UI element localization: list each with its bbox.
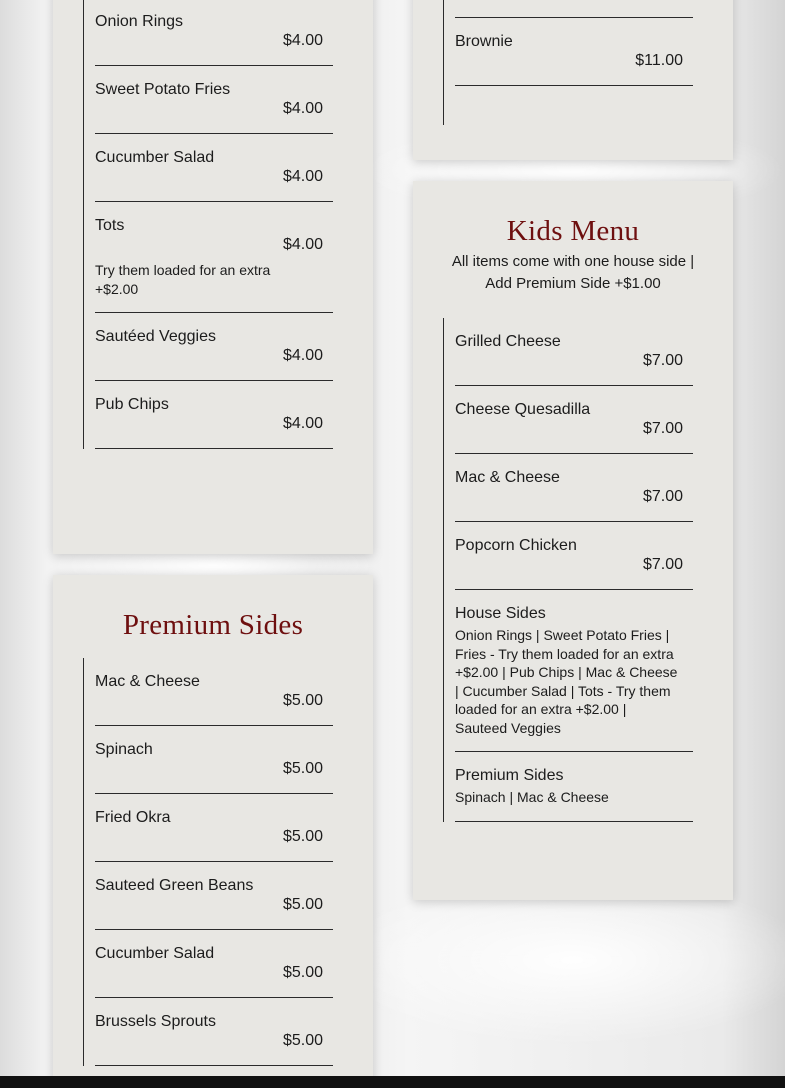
item-name: Brussels Sprouts — [95, 1013, 216, 1030]
menu-item — [95, 313, 333, 381]
panel-title: Kids Menu — [506, 215, 640, 247]
item-name: Cheese Quesadilla — [455, 401, 591, 418]
item-name: Mac & Cheese — [95, 673, 200, 690]
menu-item — [455, 522, 693, 590]
item-name: Popcorn Chicken — [455, 537, 577, 554]
house-sides-panel — [53, 0, 373, 554]
panel-title: Premium Sides — [122, 609, 304, 641]
item-name: Tots — [95, 217, 125, 234]
menu-item — [95, 202, 333, 313]
item-name: Mac & Cheese — [455, 469, 560, 486]
item-price: $7.00 — [642, 556, 683, 573]
premium-sides-list — [83, 658, 333, 1066]
kids-menu-list — [443, 318, 693, 822]
menu-item — [95, 998, 333, 1066]
info-item — [455, 752, 693, 822]
menu-item — [455, 386, 693, 454]
item-name: Sautéed Veggies — [95, 328, 216, 345]
menu-item — [455, 454, 693, 522]
item-price: $5.00 — [282, 760, 323, 777]
menu-item — [95, 726, 333, 794]
info-item — [455, 590, 693, 752]
menu-item — [95, 930, 333, 998]
menu-item — [95, 381, 333, 449]
desserts-panel — [413, 0, 733, 160]
item-name: Cucumber Salad — [95, 149, 215, 166]
house-sides-list — [83, 0, 333, 449]
item-price: $5.00 — [282, 828, 323, 845]
desserts-list — [443, 0, 693, 125]
item-price: $4.00 — [282, 168, 323, 185]
menu-item — [95, 658, 333, 726]
item-name: Sauteed Green Beans — [95, 877, 254, 894]
menu-item — [455, 318, 693, 386]
premium-sides-panel — [53, 575, 373, 1088]
item-price: $4.00 — [282, 100, 323, 117]
item-price: $5.00 — [282, 964, 323, 981]
bottom-bar — [0, 1076, 785, 1088]
item-name: Spinach — [95, 741, 153, 758]
item-price: $7.00 — [642, 352, 683, 369]
item-price: $4.00 — [282, 236, 323, 253]
item-name: Sweet Potato Fries — [95, 81, 231, 98]
item-price: $4.00 — [282, 347, 323, 364]
item-name: Onion Rings — [95, 13, 184, 30]
menu-item — [455, 0, 693, 18]
menu-item — [95, 66, 333, 134]
menu-item — [95, 794, 333, 862]
item-name: Pub Chips — [95, 396, 169, 413]
item-price — [455, 0, 693, 3]
item-price: $7.00 — [642, 488, 683, 505]
item-name: Cucumber Salad — [95, 945, 215, 962]
item-price: $5.00 — [282, 896, 323, 913]
menu-item — [95, 134, 333, 202]
kids-menu-panel — [413, 181, 733, 900]
item-price: $5.00 — [282, 1032, 323, 1049]
menu-item — [455, 18, 693, 86]
item-price: $4.00 — [282, 415, 323, 432]
item-price: $11.00 — [635, 52, 683, 69]
item-price: $5.00 — [282, 692, 323, 709]
item-name: Fried Okra — [95, 809, 171, 826]
item-description: Onion Rings | Sweet Potato Fries | Fries - Try them loaded for an extra +$2.00 | Pub Chips | Mac & Cheese | Cucumber Salad | Tots - Try them loaded for an extra +$2.00 | Sauteed Veggies — [455, 627, 678, 736]
item-description: Spinach | Mac & Cheese — [455, 789, 609, 805]
item-name: Brownie — [455, 33, 513, 50]
item-name: Premium Sides — [455, 767, 564, 784]
item-price: $7.00 — [642, 420, 683, 437]
menu-item — [95, 862, 333, 930]
item-note: Try them loaded for an extra +$2.00 — [95, 262, 271, 297]
item-name: House Sides — [455, 605, 546, 622]
panel-description: All items come with one house side | Add Premium Side +$1.00 — [451, 253, 695, 292]
item-price: $4.00 — [282, 32, 323, 49]
item-name: Grilled Cheese — [455, 333, 561, 350]
menu-item — [95, 0, 333, 66]
